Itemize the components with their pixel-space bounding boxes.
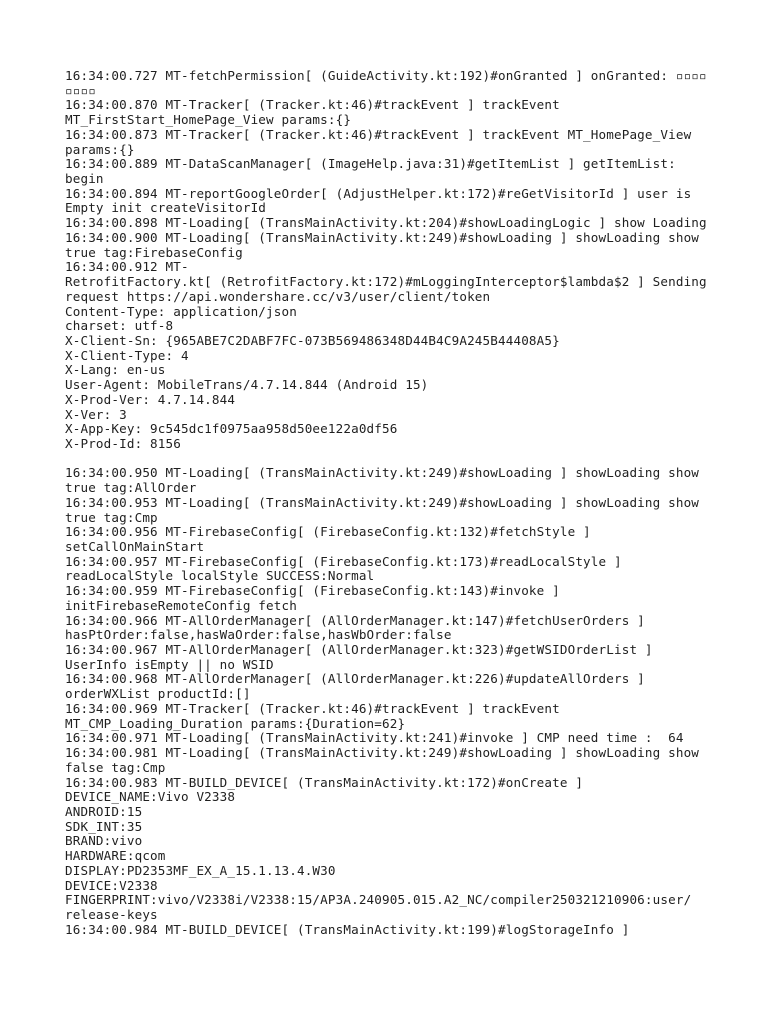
log-line: 16:34:00.957 MT-FirebaseConfig[ (FirebaseConfig.kt:173)#readLocalStyle ]	[65, 553, 622, 569]
log-line: 16:34:00.900 MT-Loading[ (TransMainActivity.kt:249)#showLoading ] showLoading show	[65, 229, 700, 245]
log-line: User-Agent: MobileTrans/4.7.14.844 (Android 15)	[65, 377, 429, 393]
log-line: HARDWARE:qcom	[65, 848, 166, 864]
log-line: 16:34:00.956 MT-FirebaseConfig[ (FirebaseConfig.kt:132)#fetchStyle ]	[65, 524, 591, 540]
log-line: initFirebaseRemoteConfig fetch	[65, 597, 297, 613]
log-line: BRAND:vivo	[65, 833, 143, 849]
log-line: 16:34:00.950 MT-Loading[ (TransMainActivity.kt:249)#showLoading ] showLoading show	[65, 465, 700, 481]
log-line: 16:34:00.967 MT-AllOrderManager[ (AllOrderManager.kt:323)#getWSIDOrderList ]	[65, 642, 653, 658]
log-line: release-keys	[65, 906, 158, 922]
log-line: RetrofitFactory.kt[ (RetrofitFactory.kt:172)#mLoggingInterceptor$lambda$2 ] Sending	[65, 274, 707, 290]
log-line: 16:34:00.968 MT-AllOrderManager[ (AllOrderManager.kt:226)#updateAllOrders ]	[65, 671, 645, 687]
log-line: UserInfo isEmpty || no WSID	[65, 656, 274, 672]
log-line: 16:34:00.966 MT-AllOrderManager[ (AllOrderManager.kt:147)#fetchUserOrders ]	[65, 612, 645, 628]
log-line: 16:34:00.984 MT-BUILD_DEVICE[ (TransMainActivity.kt:199)#logStorageInfo ]	[65, 921, 630, 937]
log-line: X-App-Key: 9c545dc1f0975aa958d50ee122a0df56	[65, 421, 398, 437]
log-line: 16:34:00.981 MT-Loading[ (TransMainActivity.kt:249)#showLoading ] showLoading show	[65, 745, 700, 761]
log-line: 16:34:00.912 MT-	[65, 259, 189, 275]
log-line: readLocalStyle localStyle SUCCESS:Normal	[65, 568, 375, 584]
log-line: X-Prod-Id: 8156	[65, 435, 181, 451]
log-line: orderWXList productId:[]	[65, 686, 251, 702]
log-line: 16:34:00.953 MT-Loading[ (TransMainActivity.kt:249)#showLoading ] showLoading show	[65, 494, 700, 510]
log-line: X-Client-Sn: {965ABE7C2DABF7FC-073B569486348D44B4C9A245B44408A5}	[65, 332, 560, 348]
log-line: charset: utf-8	[65, 318, 174, 334]
log-line: X-Ver: 3	[65, 406, 127, 422]
log-line: 16:34:00.969 MT-Tracker[ (Tracker.kt:46)#trackEvent ] trackEvent	[65, 700, 560, 716]
log-line: X-Prod-Ver: 4.7.14.844	[65, 391, 236, 407]
log-line: false tag:Cmp	[65, 759, 166, 775]
log-line: DISPLAY:PD2353MF_EX_A_15.1.13.4.W30	[65, 862, 336, 878]
log-line: MT_CMP_Loading_Duration params:{Duration=62}	[65, 715, 406, 731]
log-line: request https://api.wondershare.cc/v3/user/client/token	[65, 288, 491, 304]
log-line: begin	[65, 171, 104, 187]
log-line: X-Lang: en-us	[65, 362, 166, 378]
log-line: MT_FirstStart_HomePage_View params:{}	[65, 112, 352, 128]
log-line	[65, 452, 725, 467]
log-line: 16:34:00.889 MT-DataScanManager[ (ImageHelp.java:31)#getItemList ] getItemList:	[65, 156, 676, 172]
log-line: Content-Type: application/json	[65, 303, 297, 319]
log-line: 16:34:00.727 MT-fetchPermission[ (GuideActivity.kt:192)#onGranted ] onGranted: ▫▫▫▫	[65, 68, 707, 83]
log-line: 16:34:00.898 MT-Loading[ (TransMainActivity.kt:204)#showLoadingLogic ] show Loading	[65, 215, 707, 231]
log-line: 16:34:00.873 MT-Tracker[ (Tracker.kt:46)#trackEvent ] trackEvent MT_HomePage_View	[65, 126, 692, 142]
log-line: Empty init createVisitorId	[65, 200, 267, 216]
log-line: 16:34:00.971 MT-Loading[ (TransMainActivity.kt:241)#invoke ] CMP need time : 64	[65, 730, 684, 746]
log-line: 16:34:00.870 MT-Tracker[ (Tracker.kt:46)#trackEvent ] trackEvent	[65, 97, 560, 113]
log-line: setCallOnMainStart	[65, 539, 205, 554]
log-line: 16:34:00.894 MT-reportGoogleOrder[ (AdjustHelper.kt:172)#reGetVisitorId ] user is	[65, 185, 692, 201]
log-line: true tag:FirebaseConfig	[65, 244, 243, 260]
log-text-block	[65, 69, 725, 937]
log-line: SDK_INT:35	[65, 818, 143, 834]
log-line: params:{}	[65, 141, 135, 157]
log-line: ANDROID:15	[65, 803, 143, 819]
log-line: 16:34:00.959 MT-FirebaseConfig[ (FirebaseConfig.kt:143)#invoke ]	[65, 583, 560, 599]
log-line: true tag:AllOrder	[65, 480, 197, 496]
log-line: hasPtOrder:false,hasWaOrder:false,hasWbOrder:false	[65, 627, 452, 643]
log-line: DEVICE:V2338	[65, 877, 158, 893]
log-line: 16:34:00.983 MT-BUILD_DEVICE[ (TransMainActivity.kt:172)#onCreate ]	[65, 774, 584, 790]
log-line: DEVICE_NAME:Vivo V2338	[65, 789, 236, 805]
log-line: ▫▫▫▫	[65, 82, 96, 98]
log-line: true tag:Cmp	[65, 509, 158, 525]
log-line: X-Client-Type: 4	[65, 347, 189, 363]
log-line: FINGERPRINT:vivo/V2338i/V2338:15/AP3A.240905.015.A2_NC/compiler250321210906:user/	[65, 892, 692, 908]
